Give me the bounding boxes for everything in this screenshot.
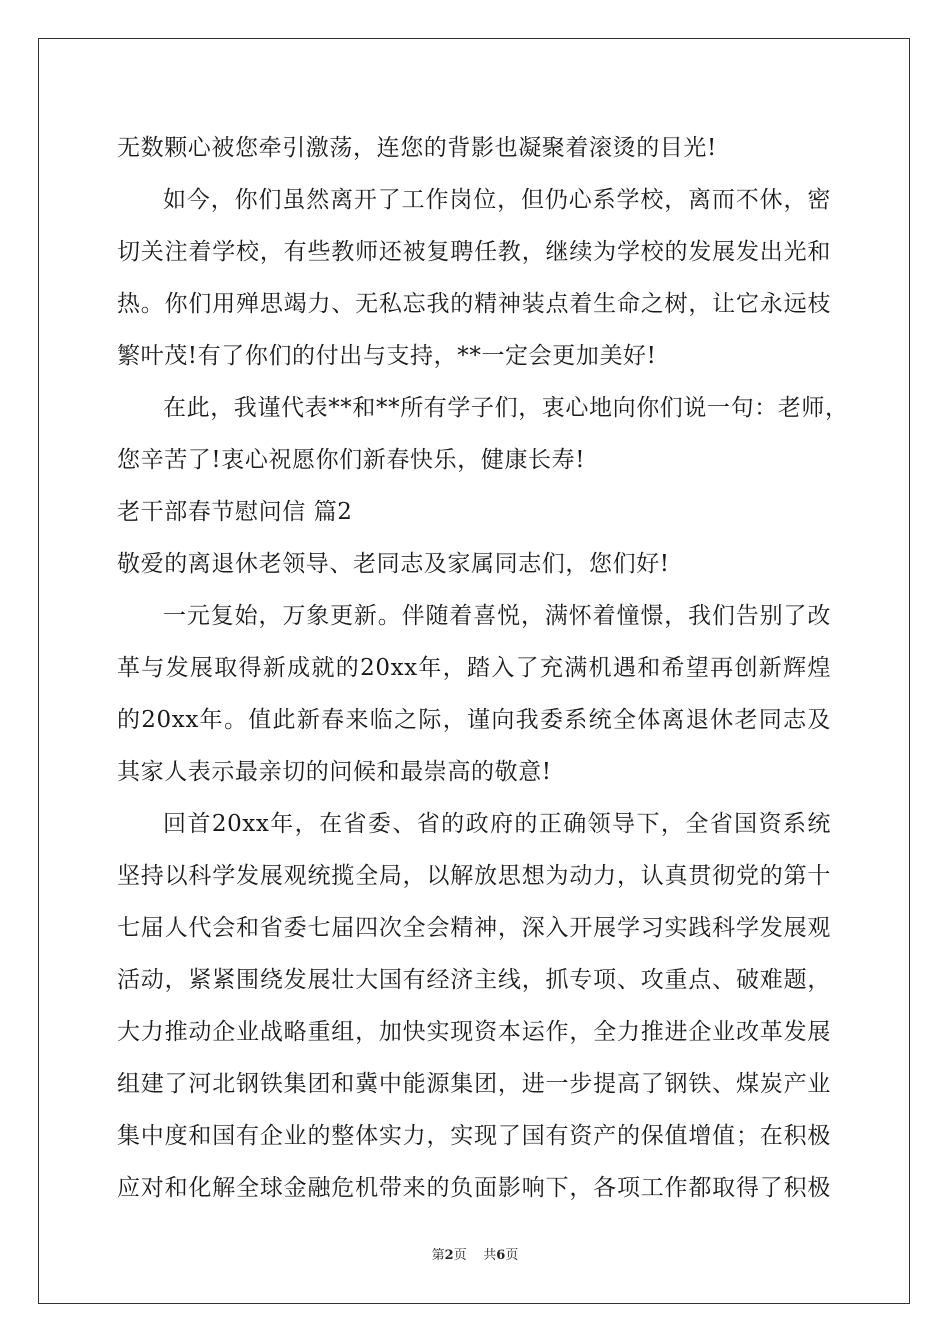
paragraph-line: 您辛苦了!衷心祝愿你们新春快乐，健康长寿! [117,447,586,473]
paragraph-line: 坚持以科学发展观统揽全局，以解放思想为动力，认真贯彻党的第十 [117,863,831,889]
total-prefix: 共 [483,1248,497,1263]
page-suffix: 页 [453,1248,467,1263]
page-number: 2 [444,1248,454,1263]
salutation: 敬爱的离退休老领导、老同志及家属同志们，您们好! [117,551,670,577]
paragraph-line: 如今，你们虽然离开了工作岗位，但仍心系学校，离而不休，密 [163,187,831,213]
total-suffix: 页 [505,1248,519,1263]
total-pages: 6 [496,1248,506,1263]
paragraph-line: 热。你们用殚思竭力、无私忘我的精神装点着生命之树，让它永远枝 [117,291,831,317]
section-heading: 老干部春节慰问信 篇2 [117,499,353,525]
paragraph-line: 集中度和国有企业的整体实力，实现了国有资产的保值增值；在积极 [117,1123,831,1149]
paragraph-line: 切关注着学校，有些教师还被复聘任教，继续为学校的发展发出光和 [117,239,831,265]
page-prefix: 第 [431,1248,445,1263]
page-footer [0,1248,950,1264]
paragraph-line: 活动，紧紧围绕发展壮大国有经济主线，抓专项、攻重点、破难题， [117,967,831,993]
paragraph-line: 其家人表示最亲切的问候和最崇高的敬意! [117,759,552,785]
paragraph-line: 无数颗心被您牵引激荡，连您的背影也凝聚着滚烫的目光! [117,135,717,161]
paragraph-line: 的20xx年。值此新春来临之际，谨向我委系统全体离退休老同志及 [117,707,831,733]
paragraph-line: 应对和化解全球金融危机带来的负面影响下，各项工作都取得了积极 [117,1175,831,1201]
paragraph-line: 组建了河北钢铁集团和冀中能源集团，进一步提高了钢铁、煤炭产业 [117,1071,831,1097]
paragraph-line: 一元复始，万象更新。伴随着喜悦，满怀着憧憬，我们告别了改 [163,603,831,629]
paragraph-line: 回首20xx年，在省委、省的政府的正确领导下，全省国资系统 [163,811,831,837]
paragraph-line: 繁叶茂!有了你们的付出与支持，**一定会更加美好! [117,343,657,369]
paragraph-line: 在此，我谨代表**和**所有学子们，衷心地向你们说一句：老师， [163,395,849,421]
paragraph-line: 革与发展取得新成就的20xx年，踏入了充满机遇和希望再创新辉煌 [117,655,831,681]
paragraph-line: 大力推动企业战略重组，加快实现资本运作，全力推进企业改革发展 [117,1019,831,1045]
paragraph-line: 七届人代会和省委七届四次全会精神，深入开展学习实践科学发展观 [117,915,831,941]
